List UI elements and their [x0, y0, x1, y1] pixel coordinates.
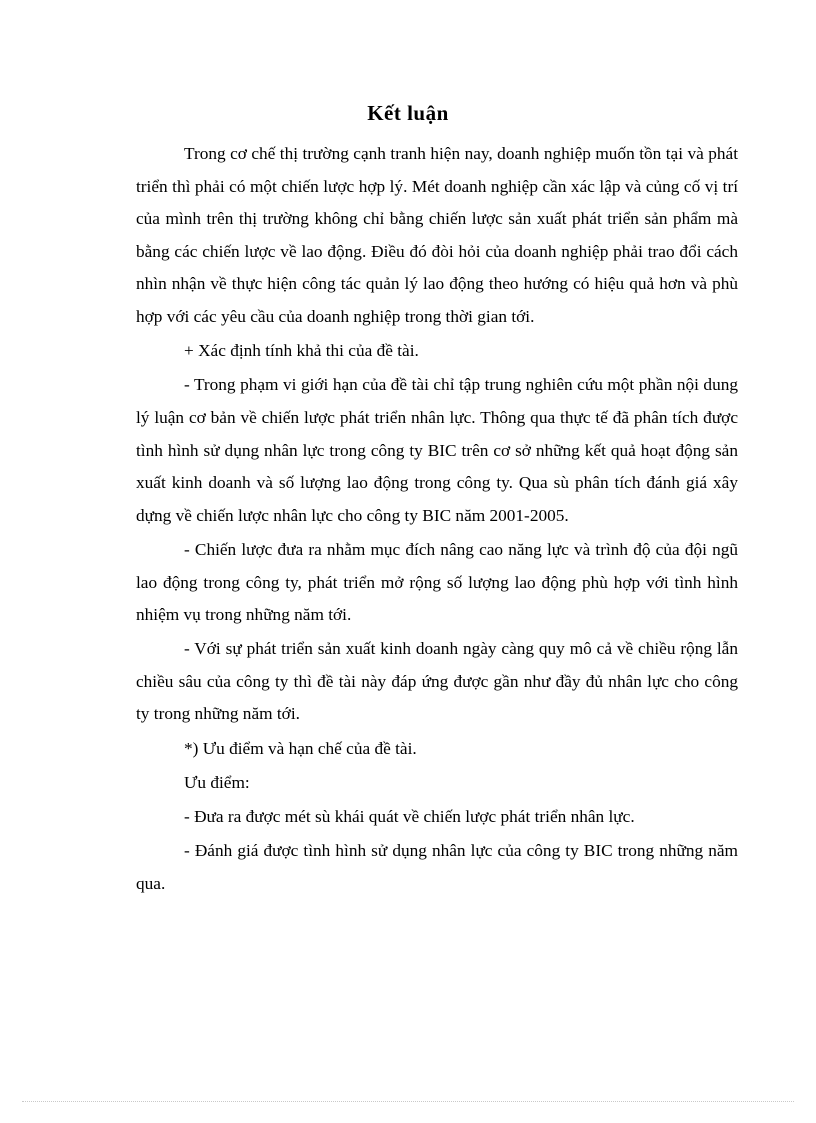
footer-divider — [22, 1101, 794, 1102]
paragraph-advantage-1: - Đưa ra được mét sù khái quát về chiến lược phát triển nhân lực. — [184, 807, 635, 827]
paragraph-development: - Với sự phát triển sản xuất kinh doanh ngày càng quy mô cả về chiều rộng lẫn chiều sâu của công ty thì đề tài này đáp ứng được gần như đầy đủ nhân lực cho công ty trong những năm tới. — [136, 639, 738, 724]
paragraph-feasibility-heading: + Xác định tính khả thi của đề tài. — [184, 341, 419, 361]
paragraph-intro: Trong cơ chế thị trường cạnh tranh hiện nay, doanh nghiệp muốn tồn tại và phát triển thì phải có một chiến lược hợp lý. Mét doanh nghiệp cần xác lập và củng cố vị trí của mình trên thị trường không chỉ bằng chiến lược sản xuất phát triển sản phẩm mà bằng các chiến lược về lao động. Điều đó đòi hỏi của doanh nghiệp phải trao đổi cách nhìn nhận về thực hiện công tác quản lý lao động theo hướng có hiệu quả hơn và phù hợp với các yêu cầu của doanh nghiệp trong thời gian tới. — [136, 144, 738, 326]
paragraph-strategy-goal: - Chiến lược đưa ra nhằm mục đích nâng cao năng lực và trình độ của đội ngũ lao động trong công ty, phát triển mở rộng số lượng lao động phù hợp với tình hình nhiệm vụ trong những năm tới. — [136, 539, 738, 625]
paragraph-pros-cons-heading: *) Ưu điểm và hạn chế của đề tài. — [184, 738, 417, 758]
paragraph-scope: - Trong phạm vi giới hạn của đề tài chỉ tập trung nghiên cứu một phần nội dung lý luận cơ bản về chiến lược phát triển nhân lực. Thông qua thực tế đã phân tích được tình hình sử dụng nhân lực trong công ty BIC trên cơ sở những kết quả hoạt động sản xuất kinh doanh và số lượng lao động trong công ty. Qua sù phân tích đánh giá xây dựng về chiến lược nhân lực cho công ty BIC năm 2001-2005. — [136, 375, 738, 525]
document-body — [136, 138, 738, 902]
page-title: Kết luận — [367, 101, 449, 125]
paragraph-advantage-2: - Đánh giá được tình hình sử dụng nhân lực của công ty BIC trong những năm qua. — [136, 841, 738, 893]
paragraph-advantages-label: Ưu điểm: — [184, 772, 250, 792]
